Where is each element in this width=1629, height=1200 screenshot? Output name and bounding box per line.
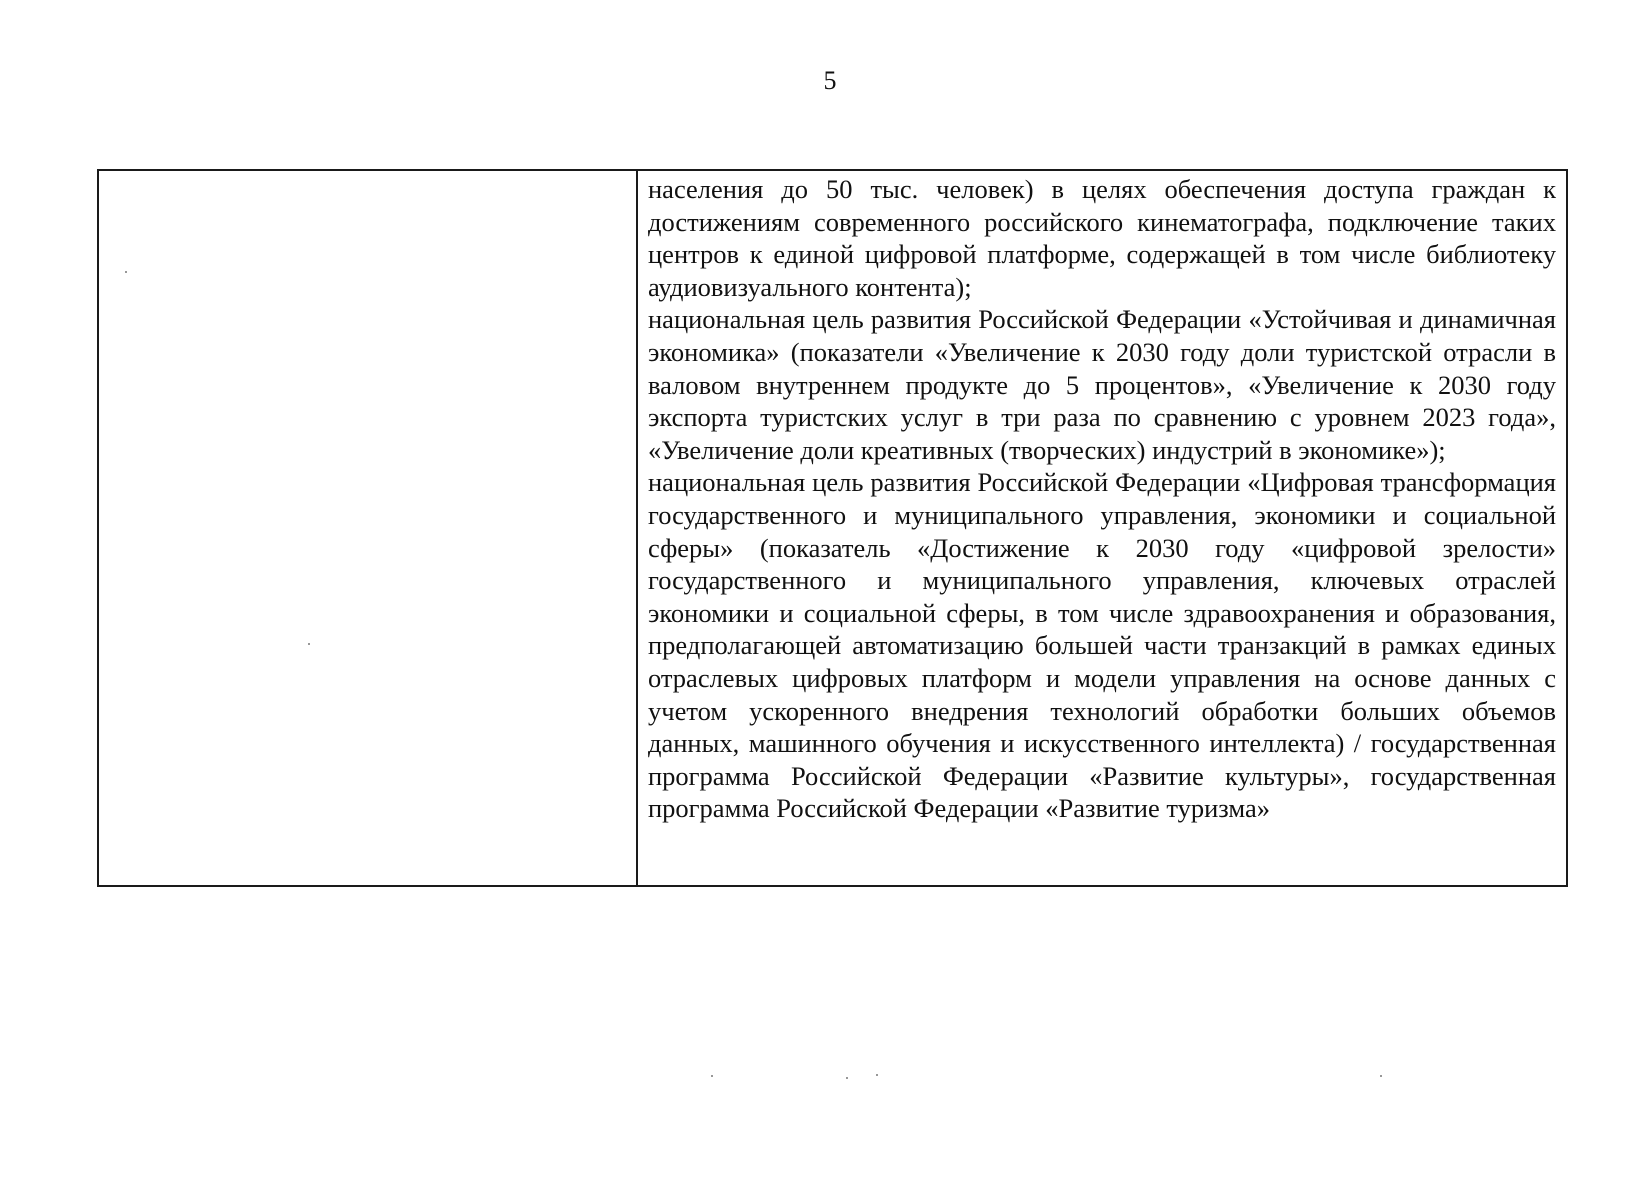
scan-speck xyxy=(308,643,310,645)
document-table xyxy=(97,169,1568,887)
scan-speck xyxy=(846,1077,848,1079)
page-number: 5 xyxy=(823,66,837,95)
scan-speck xyxy=(876,1074,878,1076)
paragraph-3: национальная цель развития Российской Федерации «Цифровая трансформация государственного и муниципального управления, экономики и социальной сферы» (показатель «Достижение к 2030 году «цифровой зрелости» государственного и муниципального управления, ключевых отраслей экономики и социальной сферы, в том числе здравоохранения и образования, предполагающей автоматизацию большей части транзакций в рамках единых отраслевых цифровых платформ и модели управления на основе данных с учетом ускоренного внедрения технологий обработки больших объемов данных, машинного обучения и искусственного интеллекта) / государственная программа Российской Федерации «Развитие культуры», государственная программа Российской Федерации «Развитие туризма» xyxy=(648,467,1556,824)
paragraph-2: национальная цель развития Российской Федерации «Устойчивая и динамичная экономика» (показатели «Увеличение к 2030 году доли туристской отрасли в валовом внутреннем продукте до 5 процентов», «Увеличение к 2030 году экспорта туристских услуг в три раза по сравнению с уровнем 2023 года», «Увеличение доли креативных (творческих) индустрий в экономике»); xyxy=(648,304,1556,465)
scan-speck xyxy=(711,1075,713,1077)
scan-speck xyxy=(125,271,127,273)
table-cell-right xyxy=(638,171,1566,885)
table-cell-left xyxy=(99,171,638,885)
scan-speck xyxy=(1380,1075,1382,1077)
paragraph-1: населения до 50 тыс. человек) в целях обеспечения доступа граждан к достижениям современного российского кинематографа, подключение таких центров к единой цифровой платформе, содержащей в том числе библиотеку аудиовизуального контента); xyxy=(648,174,1556,302)
